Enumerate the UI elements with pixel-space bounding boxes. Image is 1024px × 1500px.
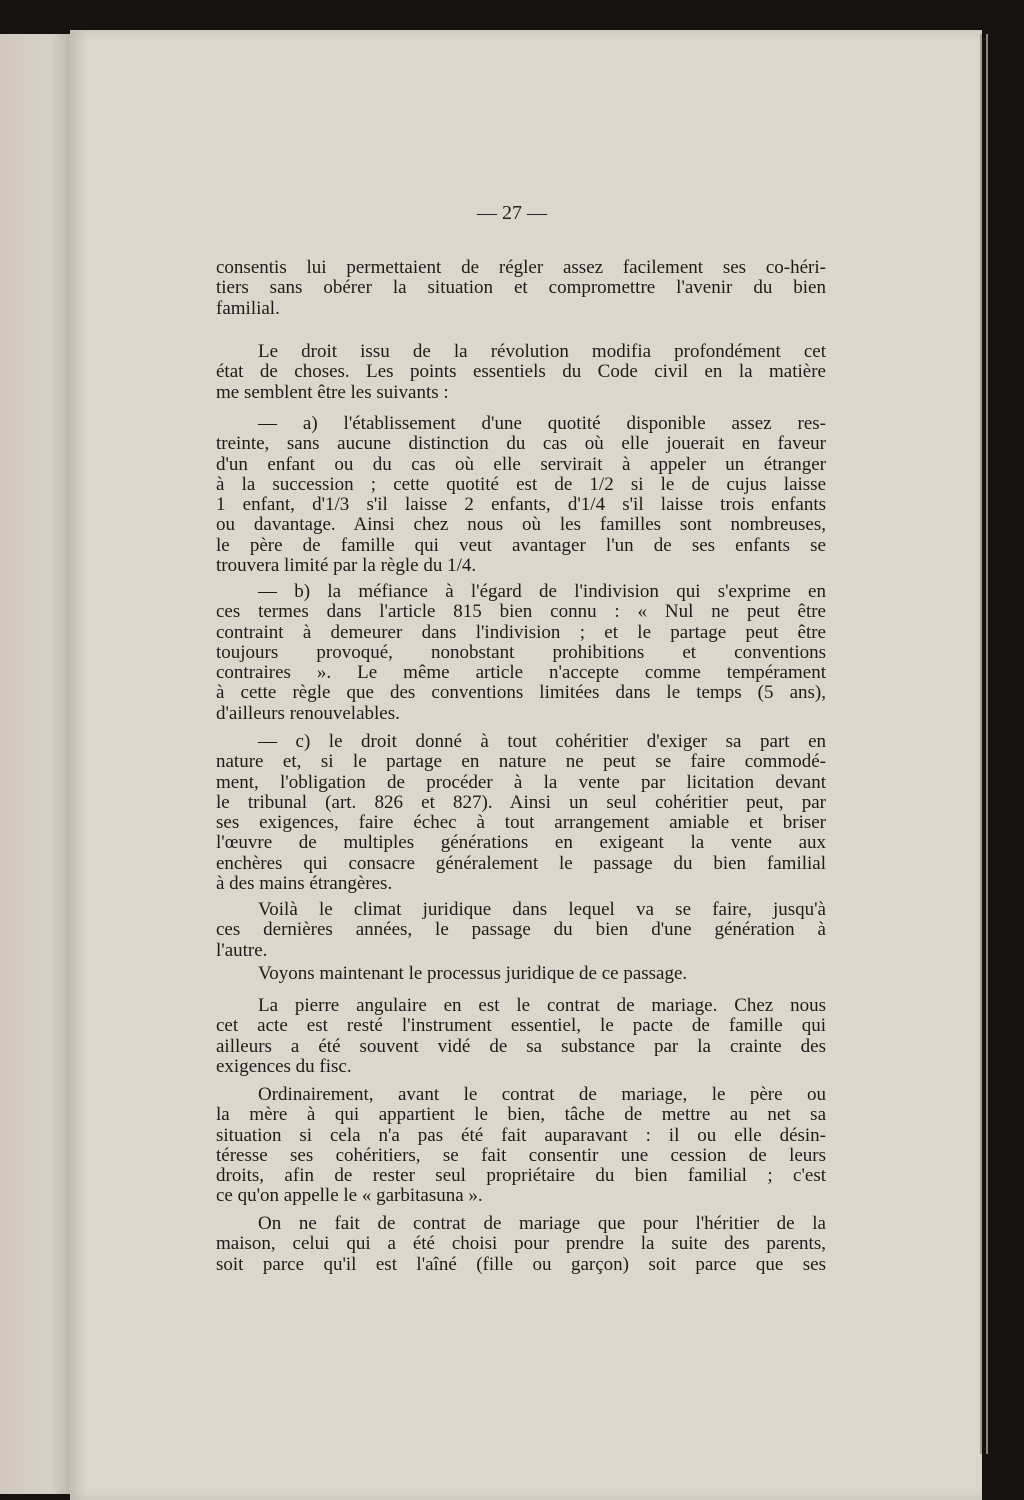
text-line: enchères qui consacre généralement le passage du bien familial [216,852,826,874]
paragraph [216,1085,826,1207]
page-number: — 27 — [477,202,547,224]
paragraph [216,1214,826,1275]
text-line: soit parce qu'il est l'aîné (fille ou garçon) soit parce que ses [216,1253,826,1275]
text-line: à des mains étrangères. [216,873,393,895]
text-line: le père de famille qui veut avantager l'un de ses enfants se [216,534,826,556]
text-line: 1 enfant, d'1/3 s'il laisse 2 enfants, d'1/4 s'il laisse trois enfants [216,494,826,516]
text-line: me semblent être les suivants : [216,381,449,403]
text-line: l'œuvre de multiples générations en exigeant la vente aux [216,832,826,854]
paragraph [216,900,826,961]
paragraph [216,996,826,1077]
text-line: ces dernières années, le passage du bien d'une génération à [216,919,826,941]
text-line: à la succession ; cette quotité est de 1/2 si le de cujus laisse [216,473,826,495]
text-line: nature et, si le partage en nature ne peut se faire commodé- [216,751,826,773]
text-line: téresse ses cohéritiers, se fait consentir une cession de leurs [216,1144,826,1166]
text-line: familial. [216,297,280,319]
page-edge-line [980,34,982,1454]
paragraph [216,258,826,319]
text-line: — a) l'établissement d'une quotité disponible assez res- [258,413,826,434]
facing-page-edge [0,34,72,1494]
text-line: le tribunal (art. 826 et 827). Ainsi un seul cohéritier peut, par [216,791,826,813]
text-line: Ordinairement, avant le contrat de mariage, le père ou [258,1084,826,1105]
text-line: l'autre. [216,939,268,961]
text-line: droits, afin de rester seul propriétaire du bien familial ; c'est [216,1165,826,1187]
text-line: situation si cela n'a pas été fait auparavant : il ou elle désin- [216,1124,826,1146]
text-line: — c) le droit donné à tout cohéritier d'exiger sa part en [258,731,826,752]
text-line: contraint à demeurer dans l'indivision ; et le partage peut être [216,621,826,643]
text-line: contraires ». Le même article n'accepte comme tempérament [216,662,826,684]
text-line: ses exigences, faire échec à tout arrangement amiable et briser [216,812,826,834]
text-line: toujours provoqué, nonobstant prohibitions et conventions [216,641,826,663]
text-line: trouvera limité par la règle du 1/4. [216,555,477,577]
paragraph [216,414,826,576]
paragraph [216,582,826,724]
text-line: Voilà le climat juridique dans lequel va se faire, jusqu'à [258,899,826,920]
text-line: maison, celui qui a été choisi pour prendre la suite des parents, [216,1233,826,1255]
text-line: d'ailleurs renouvelables. [216,702,400,724]
text-line: — b) la méfiance à l'égard de l'indivision qui s'exprime en [258,581,826,602]
text-line: ces termes dans l'article 815 bien connu : « Nul ne peut être [216,601,826,623]
text-line: Le droit issu de la révolution modifia profondément cet [258,341,826,362]
text-line: cet acte est resté l'instrument essentiel, le pacte de famille qui [216,1015,826,1037]
text-line: On ne fait de contrat de mariage que pour l'héritier de la [258,1213,826,1234]
text-line: d'un enfant ou du cas où elle servirait à appeler un étranger [216,453,826,475]
text-line: exigences du fisc. [216,1055,352,1077]
text-line: La pierre angulaire en est le contrat de mariage. Chez nous [258,995,826,1016]
text-line: ailleurs a été souvent vidé de sa substance par la crainte des [216,1035,826,1057]
text-line: la mère à qui appartient le bien, tâche de mettre au net sa [216,1104,826,1126]
text-line: Voyons maintenant le processus juridique de ce passage. [258,963,688,984]
paragraph [216,964,826,984]
page-edge-line [986,34,988,1454]
text-line: ou davantage. Ainsi chez nous où les familles sont nombreuses, [216,514,826,536]
paragraph [216,342,826,403]
text-line: tiers sans obérer la situation et compromettre l'avenir du bien [216,277,826,299]
text-line: ment, l'obligation de procéder à la vente par licitation devant [216,771,826,793]
text-line: ce qu'on appelle le « garbitasuna ». [216,1185,483,1207]
text-line: à cette règle que des conventions limitées dans le temps (5 ans), [216,682,826,704]
text-line: treinte, sans aucune distinction du cas où elle jouerait en faveur [216,433,826,455]
text-line: consentis lui permettaient de régler assez facilement ses co-héri- [216,257,826,278]
text-line: état de choses. Les points essentiels du Code civil en la matière [216,361,826,383]
paragraph [216,732,826,894]
